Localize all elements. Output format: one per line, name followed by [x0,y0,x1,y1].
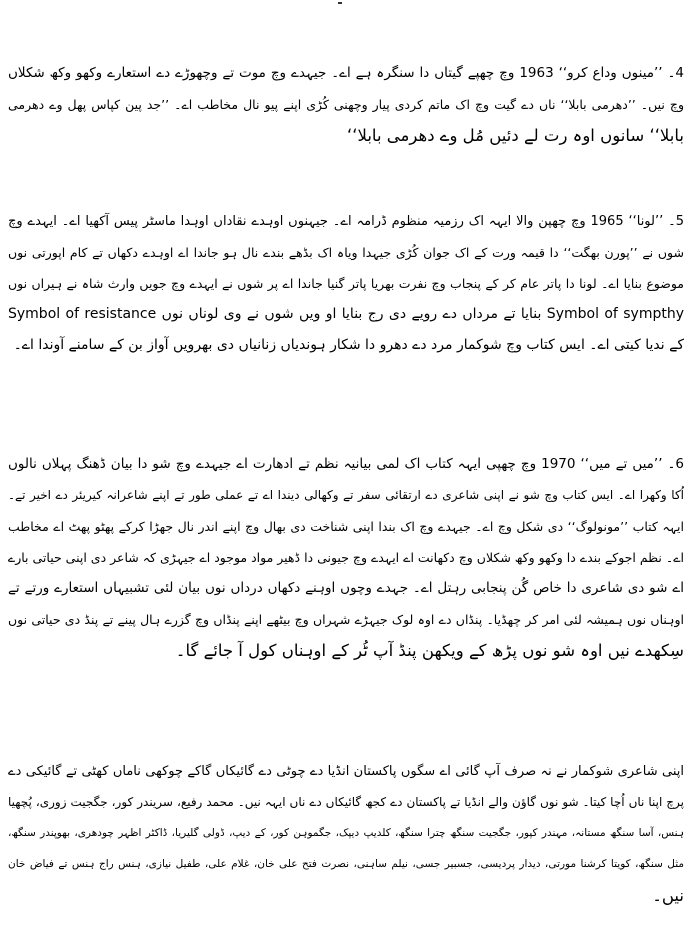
paragraph-line: 4۔ ’’مینوں وداع کرو‘‘ 1963 وچ چھپے گیتاں دا سنگرہ ہے اے۔ جیہدے وچ موت تے وچھوڑے دے استعارے وکھو وکھ شکلاں [8,65,684,81]
paragraph-singers [8,756,684,911]
paragraph-line: مثل سنگھ، کویتا کرشنا مورتی، دیدار پردیسی، جسبیر جسی، نیلم ساہنی، نصرت فتح علی خان، غلام علی، طفیل نیازی، ہنس راج ہنس تے فیاض خان [8,858,684,870]
paragraph-line: Symbol of resistance بنایا تے مرداں دے رویے دی رج بنایا او ویں شوں نے وی لوناں نوں Symbol of sympthy [8,306,684,322]
paragraph-line: ایہہ کتاب ’’مونولوگ‘‘ دی شکل وچ اے۔ جیہدے وچ اک بندا اپنی شناخت دی بھال وچ اپنے اندر نال جھڑا کرکے پھٹو پھٹ اے مخاطب [8,519,684,534]
paragraph-4 [8,58,684,151]
paragraph-line: 6۔ ’’میں تے میں‘‘ 1970 وچ چھپی ایہہ کتاب اک لمی بیانیہ نظم تے ادھارت اے جیہدے وچ شو دا بیان ڈھنگ پہلاں نالوں [8,456,684,472]
paragraph-line: سِکھدے نیں اوہ شو نوں پڑھ کے ویکھن پنڈ آپ ٹُر کے اوہناں کول آ جائے گا۔ [175,641,684,660]
paragraph-line: موضوع بنایا اے۔ لونا دا پاتر عام کر کے پنجاب وچ نفرت بھریا پاتر گنیا جاندا اے پر شوں نے ایہدے وچ جویں وارث شاہ نے ہیراں نوں [8,276,684,291]
paragraph-line: وچ نیں۔ ’’دھرمی بابلا‘‘ ناں دے گیت وچ اک ماتم کردی پیار وچھنی کُڑی اپنے پیو نال مخاطب اے۔ ’’جد پین کپاس پھل وے دھرمی [8,97,684,112]
paragraph-6 [8,449,684,666]
paragraph-line: اپنی شاعری شوکمار نے نہ صرف آپ گائی اے سگوں پاکستان انڈیا دے چوٹی دے گائیکاں گاکے چوکھی ناماں کھٹی تے گائیکی دے [8,764,684,779]
paragraph-line: بابلا‘‘ سانوں اوہ رت لے دئیں مُل وے دھرمی بابلا‘‘ [347,126,684,145]
paragraph-line: ہنس، آسا سنگھ مستانہ، مہندر کپور، جگجیت سنگھ چترا سنگھ، کلدیپ دیپک، جگموہن کور، کے دیپ، ڈولی گلیریا، ڈاکٹر اظہر چودھری، بھوپندر سنگھ، [8,827,684,839]
paragraph-line: اے۔ نظم اجوکے بندے دا وکھو وکھ شکلاں وچ دکھانت اے ایہدے وچ جیونی دا ڈھیر مواد موجود اے جیہڑی کہ شاعر دی اپنی حیاتی بارے [8,550,684,565]
paragraph-line: کے ندیا کیتی اے۔ ایس کتاب وچ شوکمار مرد دے دھرو دا شکار ہوندیاں زنانیاں دی بھرویں آواز بن کے سامنے آوندا اے۔ [13,337,684,353]
paragraph-5 [8,206,684,361]
paragraph-line: 5۔ ’’لونا‘‘ 1965 وچ چھپن والا ایہہ اک رزمیہ منظوم ڈرامہ اے۔ جیہنوں اوہدے نقاداں اوہدا ماسٹر پیس آکھیا اے۔ ایہدے وچ [8,214,684,229]
paragraph-line: اوہناں نوں ہمیشہ لئی امر کر چھڈیا۔ پنڈاں دے اوہ لوک جیہڑے شہراں وچ بیٹھے اپنے پنڈاں وچ گزرے ہال پینے تے پنڈ دی حیاتی نوں [8,612,684,627]
page-top-mark [338,2,342,4]
paragraph-line: اُکا وکھرا اے۔ ایس کتاب وچ شو نے اپنی شاعری دے ارتقائی سفر تے وکھالی دیندا اے تے عملی طور تے اپنے شاعرانہ کیریئر دے اخیر تے۔ [8,488,684,502]
paragraph-line: شوں نے ’’پورن بھگت‘‘ دا قیمہ ورت کے اک جوان کُڑی جیہدا ویاہ اک بڈھے بندے نال ہو جاندا اے اوہدے دکھاں تے کام اپورتی نوں [8,245,684,260]
paragraph-line: پرچ اپنا ناں اُچا کیتا۔ شو نوں گاؤن والے انڈیا تے پاکستان دے کجھ گائیکاں دے ناں ایہہ نیں۔ محمد رفیع، سریندر کور، جگجیت زوری، پُچھیا [8,795,684,809]
document-page [8,0,684,936]
paragraph-line: نیں۔ [652,886,684,905]
paragraph-line: اے شو دی شاعری دا خاص گُن پنجابی رہتل اے۔ جہدے وچوں اوہنے دکھاں درداں نوں بیان لئی تشبیہاں استعارے ورتے تے [8,580,684,596]
